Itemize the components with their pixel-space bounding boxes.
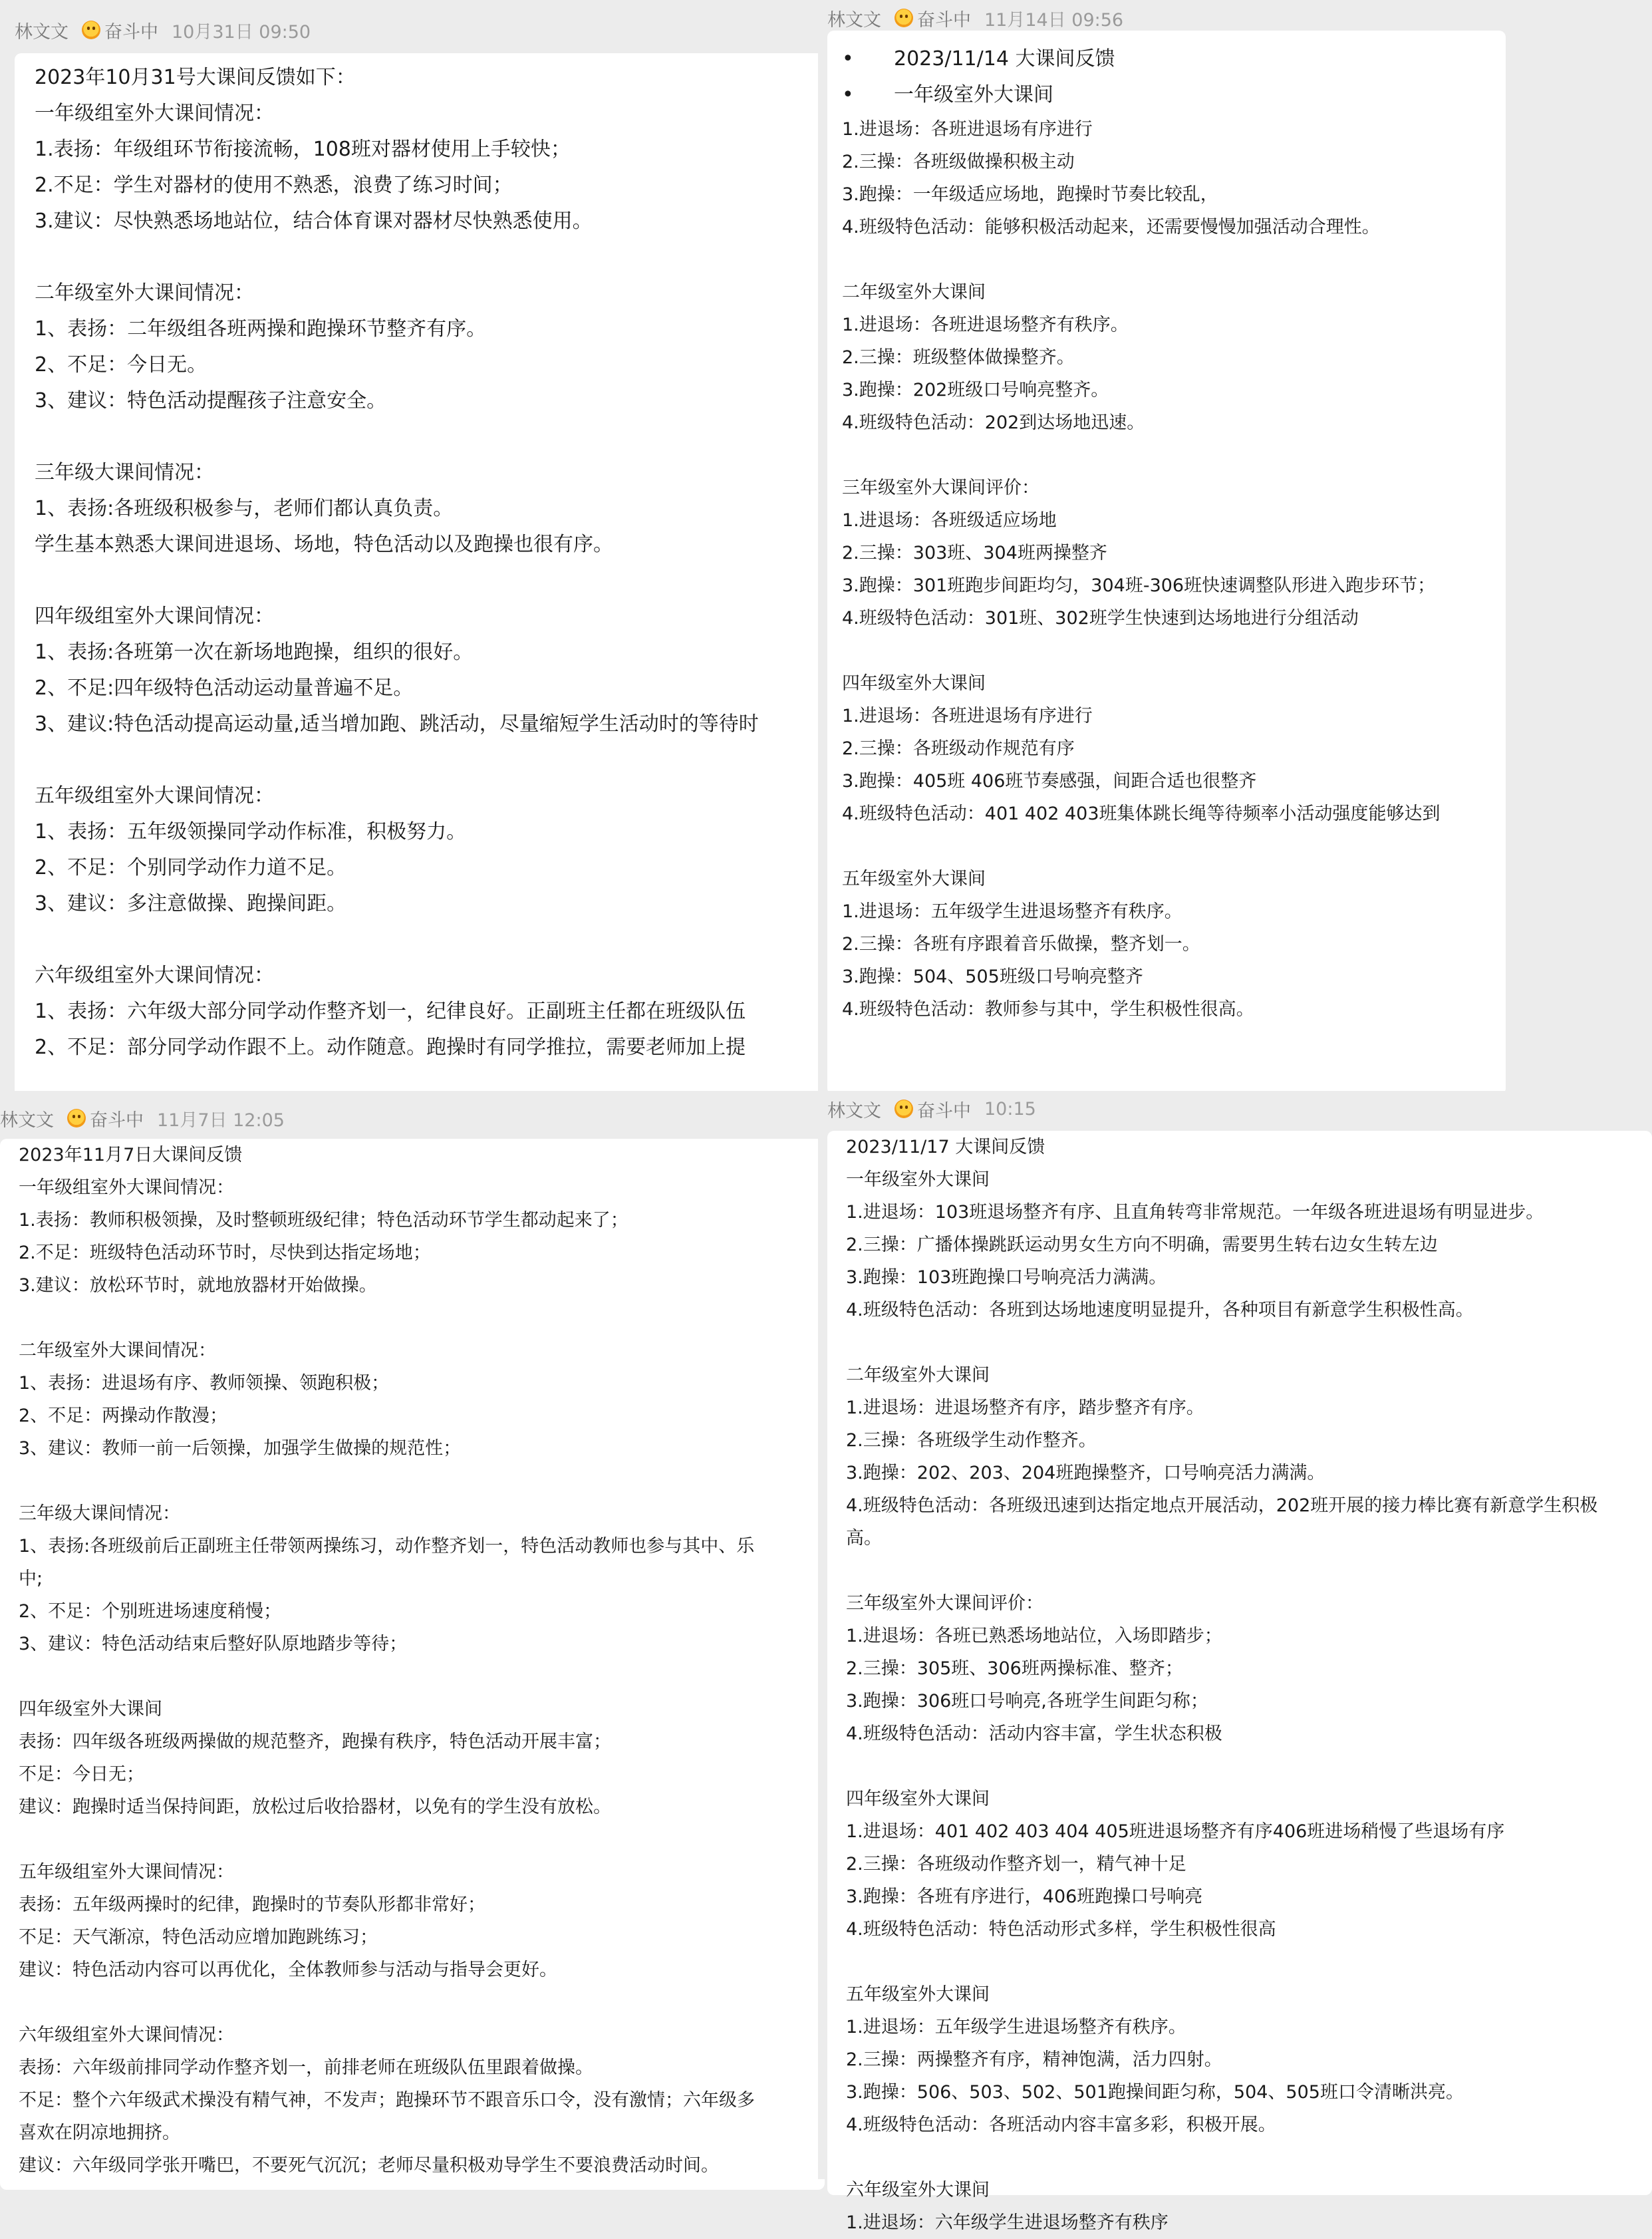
message-line-text: 一年级室外大课间 — [894, 83, 1053, 106]
smile-emoji-icon — [895, 1100, 913, 1118]
message-header — [827, 1091, 1036, 1127]
message-line: 1.进退场：六年级学生进退场整齐有秩序 — [846, 2212, 1169, 2233]
message-line: 2.三操：各班级动作规范有序 — [842, 738, 1075, 759]
message-line: 建议：跑操时适当保持间距，放松过后收拾器材，以免有的学生没有放松。 — [19, 1797, 611, 1817]
blank-line — [35, 742, 817, 778]
blank-line — [19, 1660, 806, 1693]
message-line: 1、表扬：进退场有序、教师领操、领跑积极； — [19, 1373, 390, 1394]
message-line: 1、表扬:各班级前后正副班主任带领两操练习，动作整齐划一，特色活动教师也参与其中、乐 — [19, 1536, 755, 1557]
blank-line — [19, 1986, 806, 2019]
message-line: 1.进退场：103班退场整齐有序、且直角转弯非常规范。一年级各班进退场有明显进步。 — [846, 1202, 1544, 1223]
smile-emoji-icon — [67, 1109, 86, 1127]
message-line: 三年级室外大课间评价： — [842, 478, 1039, 498]
message-line: 3.跑操：一年级适应场地，跑操时节奏比较乱， — [842, 184, 1218, 205]
message-line: 六年级组室外大课间情况： — [19, 2025, 234, 2045]
message-line-text: 2023/11/14 大课间反馈 — [894, 47, 1115, 71]
sender-name[interactable]: 林文文 — [827, 9, 881, 31]
message-line: 1.进退场：401 402 403 404 405班进退场整齐有序406班进场稍慢了些退场有序 — [846, 1821, 1505, 1842]
message-line: 1.进退场：五年级学生进退场整齐有秩序。 — [842, 901, 1182, 922]
message-line: 二年级室外大课间 — [846, 1365, 990, 1386]
message-line — [842, 41, 1494, 77]
message-line: 3.跑操：202、203、204班跑操整齐，口号响亮活力满满。 — [846, 1463, 1325, 1483]
message-line: 2.三操：各班级做操积极主动 — [842, 152, 1075, 172]
message-line: 3.跑操：405班 406班节奏感强，间距合适也很整齐 — [842, 771, 1257, 792]
blank-line — [35, 922, 817, 958]
message-line: 1.表扬：年级组环节衔接流畅，108班对器材使用上手较快； — [35, 138, 571, 161]
status-tag-label: 奋斗中 — [917, 1100, 971, 1121]
message-bubble[interactable] — [827, 1131, 1652, 2233]
message-line: 2、不足:四年级特色活动运动量普遍不足。 — [35, 676, 414, 700]
message-line: 高。 — [846, 1528, 882, 1549]
message-bubble[interactable] — [15, 53, 836, 1104]
message-line: 三年级室外大课间评价： — [846, 1593, 1043, 1614]
message-line: 五年级室外大课间 — [846, 1984, 990, 2005]
message-line: 3、建议：教师一前一后领操，加强学生做操的规范性； — [19, 1438, 462, 1459]
status-tag — [82, 17, 158, 43]
message-line: 1、表扬：二年级组各班两操和跑操环节整齐有序。 — [35, 317, 487, 341]
message-line: 3.跑操：各班有序进行，406班跑操口号响亮 — [846, 1886, 1203, 1907]
message-line: 2023年10月31号大课间反馈如下： — [35, 66, 356, 89]
message-line: 表扬：四年级各班级两操做的规范整齐，跑操有秩序，特色活动开展丰富； — [19, 1731, 611, 1752]
message-line: 四年级室外大课间 — [846, 1789, 990, 1809]
message-line: 4.班级特色活动：301班、302班学生快速到达场地进行分组活动 — [842, 608, 1359, 629]
status-tag — [895, 1096, 971, 1122]
message-line: 1、表扬：六年级大部分同学动作整齐划一，纪律良好。正副班主任都在班级队伍 — [35, 1000, 746, 1023]
message-line: 2、不足：部分同学动作跟不上。动作随意。跑操时有同学推拉，需要老师加上提 — [35, 1036, 746, 1059]
message-line: 2、不足：今日无。 — [35, 353, 207, 376]
message-line: 1.进退场：各班级适应场地 — [842, 510, 1057, 531]
message-line: 喜欢在阴凉地拥挤。 — [19, 2123, 180, 2143]
message-bubble[interactable] — [827, 31, 1506, 1095]
message-line — [842, 77, 1494, 113]
message-line: 2.三操：两操整齐有序，精神饱满，活力四射。 — [846, 2049, 1222, 2070]
status-tag — [67, 1106, 144, 1131]
status-tag-label: 奋斗中 — [104, 21, 158, 43]
blank-line — [35, 419, 817, 455]
message-line: 2.三操：广播体操跳跃运动男女生方向不明确，需要男生转右边女生转左边 — [846, 1235, 1438, 1255]
message-line: 二年级室外大课间情况： — [35, 281, 254, 305]
message-pane-latest — [818, 1091, 1634, 2233]
sender-name[interactable]: 林文文 — [15, 21, 69, 43]
message-line: 二年级室外大课间情况： — [19, 1340, 216, 1361]
bullet-glyph: • — [842, 47, 854, 71]
message-line: 3.跑操：202班级口号响亮整齐。 — [842, 380, 1109, 400]
message-timestamp: 11月7日 12:05 — [157, 1110, 285, 1131]
message-line: 一年级组室外大课间情况： — [35, 102, 274, 125]
message-line: 三年级大课间情况： — [35, 461, 214, 484]
message-line: 学生基本熟悉大课间进退场、场地，特色活动以及跑操也很有序。 — [35, 533, 613, 556]
message-line: 4.班级特色活动：401 402 403班集体跳长绳等待频率小活动强度能够达到 — [842, 804, 1441, 824]
message-pane-nov14 — [818, 0, 1634, 1091]
blank-line — [35, 239, 817, 275]
message-line: 表扬：六年级前排同学动作整齐划一，前排老师在班级队伍里跟着做操。 — [19, 2057, 593, 2078]
status-tag-label: 奋斗中 — [90, 1110, 144, 1131]
message-pane-nov7 — [0, 1091, 818, 2179]
message-line: 1.进退场：各班进退场整齐有秩序。 — [842, 315, 1129, 335]
message-line: 4.班级特色活动：特色活动形式多样，学生积极性很高 — [846, 1919, 1276, 1940]
smile-emoji-icon — [82, 21, 100, 39]
message-line: 2.三操：各班级学生动作整齐。 — [846, 1430, 1097, 1451]
message-line: 不足：今日无； — [19, 1764, 144, 1785]
blank-line — [846, 1750, 1640, 1783]
blank-line — [846, 1326, 1640, 1359]
message-line: 1.进退场：进退场整齐有序，踏步整齐有序。 — [846, 1398, 1204, 1418]
message-line: 2、不足：两操动作散漫； — [19, 1406, 228, 1426]
message-line: 3、建议：特色活动结束后整好队原地踏步等待； — [19, 1634, 408, 1654]
message-line: 四年级组室外大课间情况： — [35, 605, 274, 628]
status-tag-label: 奋斗中 — [917, 9, 971, 31]
message-line: 3、建议:特色活动提高运动量,适当增加跑、跳活动，尽量缩短学生活动时的等待时 — [35, 712, 759, 736]
message-line: 3、建议：多注意做操、跑操间距。 — [35, 892, 347, 915]
message-line: 不足：整个六年级武术操没有精气神，不发声；跑操环节不跟音乐口令，没有激情；六年级多 — [19, 2090, 755, 2111]
message-line: 二年级室外大课间 — [842, 282, 986, 303]
message-line: 三年级大课间情况： — [19, 1503, 180, 1524]
status-tag — [895, 5, 971, 31]
message-line: 四年级室外大课间 — [19, 1699, 162, 1719]
message-line: 1.进退场：各班进退场有序进行 — [842, 119, 1093, 140]
message-line: 2.不足：班级特色活动环节时，尽快到达指定场地； — [19, 1243, 431, 1263]
blank-line — [35, 563, 817, 599]
message-line: 4.班级特色活动：各班活动内容丰富多彩，积极开展。 — [846, 2115, 1276, 2135]
message-line: 一年级室外大课间 — [846, 1169, 990, 1190]
message-line: 3.建议：放松环节时，就地放器材开始做操。 — [19, 1275, 377, 1296]
message-line: 2023年11月7日大课间反馈 — [19, 1145, 243, 1165]
message-line: 一年级组室外大课间情况： — [19, 1177, 234, 1198]
message-line: 五年级室外大课间 — [842, 869, 986, 889]
message-bubble[interactable] — [0, 1139, 825, 2190]
message-line: 建议：六年级同学张开嘴巴，不要死气沉沉；老师尽量积极劝导学生不要浪费活动时间。 — [19, 2155, 719, 2176]
message-line: 1.进退场：五年级学生进退场整齐有秩序。 — [846, 2017, 1186, 2037]
message-line: 3.建议：尽快熟悉场地站位，结合体育课对器材尽快熟悉使用。 — [35, 210, 593, 233]
message-line: 1、表扬:各班第一次在新场地跑操，组织的很好。 — [35, 641, 474, 664]
message-line: 1、表扬:各班级积极参与，老师们都认真负责。 — [35, 497, 454, 520]
message-line: 不足：天气渐凉，特色活动应增加跑跳练习； — [19, 1927, 378, 1948]
message-line: 2.三操：305班、306班两操标准、整齐； — [846, 1658, 1183, 1679]
message-header — [0, 1100, 285, 1136]
message-line: 4.班级特色活动：教师参与其中，学生积极性很高。 — [842, 999, 1254, 1020]
blank-line — [19, 1302, 806, 1334]
message-timestamp: 10月31日 09:50 — [172, 21, 311, 43]
message-line: 1.进退场：各班进退场有序进行 — [842, 706, 1093, 726]
message-line: 2023/11/17 大课间反馈 — [846, 1137, 1045, 1157]
blank-line — [846, 1946, 1640, 1978]
blank-line — [842, 830, 1494, 863]
message-line: 中; — [19, 1568, 43, 1589]
message-line: 3.跑操：506、503、502、501跑操间距匀称，504、505班口令清晰洪亮。 — [846, 2082, 1464, 2103]
message-line: 4.班级特色活动：能够积极活动起来，还需要慢慢加强活动合理性。 — [842, 217, 1380, 237]
message-line: 2、不足：个别同学动作力道不足。 — [35, 856, 347, 879]
message-line: 2.三操：各班有序跟着音乐做操，整齐划一。 — [842, 934, 1200, 955]
message-line: 四年级室外大课间 — [842, 673, 986, 694]
bullet-glyph: • — [842, 83, 854, 106]
message-line: 3.跑操：301班跑步间距均匀，304班-306班快速调整队形进入跑步环节； — [842, 575, 1436, 596]
message-line: 六年级室外大课间 — [846, 2180, 990, 2200]
message-timestamp: 11月14日 09:56 — [984, 9, 1124, 31]
message-line: 3.跑操：504、505班级口号响亮整齐 — [842, 967, 1143, 987]
blank-line — [19, 1465, 806, 1497]
smile-emoji-icon — [895, 9, 913, 27]
message-line: 4.班级特色活动：各班级迅速到达指定地点开展活动，202班开展的接力棒比赛有新意学生积极 — [846, 1495, 1598, 1516]
message-pane-oct31 — [0, 0, 818, 1091]
message-line: 1、表扬：五年级领操同学动作标准，积极努力。 — [35, 820, 467, 843]
blank-line — [842, 243, 1494, 276]
message-line: 2.三操：班级整体做操整齐。 — [842, 347, 1075, 368]
message-line: 2.三操：各班级动作整齐划一，精气神十足 — [846, 1854, 1186, 1874]
message-line: 1.表扬：教师积极领操，及时整顿班级纪律；特色活动环节学生都动起来了； — [19, 1210, 628, 1231]
message-line: 4.班级特色活动：活动内容丰富，学生状态积极 — [846, 1723, 1222, 1744]
sender-name[interactable]: 林文文 — [0, 1110, 54, 1131]
message-line: 五年级组室外大课间情况： — [35, 784, 274, 808]
sender-name[interactable]: 林文文 — [827, 1100, 881, 1121]
message-line: 2、不足：个别班进场速度稍慢； — [19, 1601, 282, 1622]
message-line: 2.不足：学生对器材的使用不熟悉，浪费了练习时间； — [35, 174, 513, 197]
message-line: 2.三操：303班、304班两操整齐 — [842, 543, 1107, 563]
blank-line — [19, 1823, 806, 1856]
message-line: 4.班级特色活动：各班到达场地速度明显提升，各种项目有新意学生积极性高。 — [846, 1300, 1474, 1320]
blank-line — [846, 1555, 1640, 1587]
message-header — [15, 12, 311, 48]
message-line: 建议：特色活动内容可以再优化，全体教师参与活动与指导会更好。 — [19, 1960, 557, 1980]
message-line: 3、建议：特色活动提醒孩子注意安全。 — [35, 389, 387, 412]
blank-line — [842, 439, 1494, 472]
blank-line — [842, 635, 1494, 667]
message-line: 五年级组室外大课间情况： — [19, 1862, 234, 1882]
message-line: 六年级组室外大课间情况： — [35, 964, 274, 987]
message-line: 4.班级特色活动：202到达场地迅速。 — [842, 412, 1145, 433]
blank-line — [846, 2141, 1640, 2174]
message-line: 表扬：五年级两操时的纪律，跑操时的节奏队形都非常好； — [19, 1894, 485, 1915]
message-line: 3.跑操：103班跑操口号响亮活力满满。 — [846, 1267, 1167, 1288]
message-line: 1.进退场：各班已熟悉场地站位，入场即踏步； — [846, 1626, 1222, 1646]
message-line: 3.跑操：306班口号响亮,各班学生间距匀称； — [846, 1691, 1208, 1712]
message-timestamp: 10:15 — [984, 1098, 1036, 1120]
